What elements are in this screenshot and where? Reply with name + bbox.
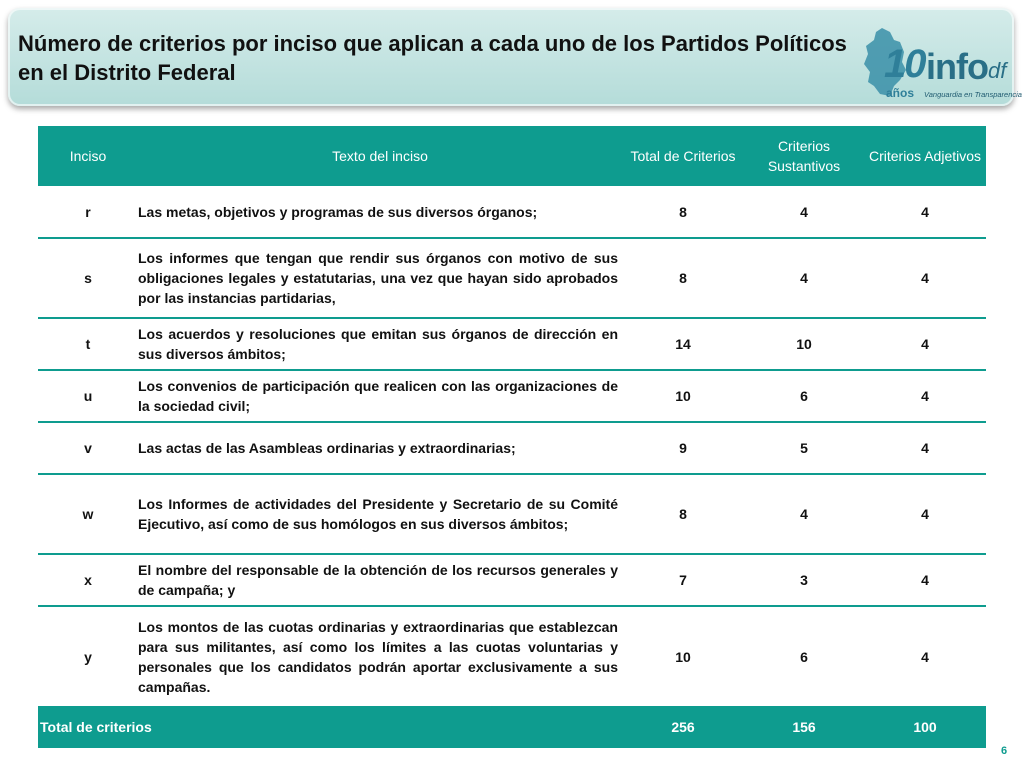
cell-sustantivos: 10 [744, 318, 864, 370]
cell-texto: Las actas de las Asambleas ordinarias y extraordinarias; [138, 422, 622, 474]
table-header-row [38, 126, 986, 186]
cell-inciso: x [38, 554, 138, 606]
cell-inciso: u [38, 370, 138, 422]
header-inciso: Inciso [38, 126, 138, 186]
cell-texto: Los Informes de actividades del Presidente y Secretario de su Comité Ejecutivo, así como de sus homólogos en sus diversos ámbitos; [138, 474, 622, 554]
criteria-table [38, 126, 986, 748]
cell-adjetivos: 4 [864, 474, 986, 554]
header-adjetivos: Criterios Adjetivos [864, 126, 986, 186]
cell-total: 9 [622, 422, 744, 474]
table-row [38, 186, 986, 238]
cell-texto: Los montos de las cuotas ordinarias y extraordinarias que establezcan para sus militantes, así como los límites a las cuotas voluntarias y personales que los candidatos podrán aportar exclusivamente a sus campañas. [138, 618, 618, 695]
total-sustantivos: 156 [744, 706, 864, 748]
infodf-logo [854, 20, 1022, 106]
page-number: 6 [1001, 745, 1008, 757]
header-total: Total de Criterios [622, 126, 744, 186]
cell-sustantivos: 3 [744, 554, 864, 606]
cell-adjetivos: 4 [921, 648, 929, 665]
table-row [38, 474, 986, 554]
cell-total: 10 [622, 370, 744, 422]
cell-adjetivos: 4 [864, 186, 986, 238]
cell-inciso: v [38, 422, 138, 474]
total-row [38, 706, 986, 748]
cell-texto: Los informes que tengan que rendir sus órganos con motivo de sus obligaciones legales y estatutarias, una vez que hayan sido aprobados por las instancias partidarias, [138, 238, 622, 318]
cell-texto: Los acuerdos y resoluciones que emitan sus órganos de dirección en sus diversos ámbitos; [138, 318, 622, 370]
header-texto: Texto del inciso [138, 126, 622, 186]
table-row [38, 422, 986, 474]
table-row [38, 370, 986, 422]
total-label: Total de criterios [38, 706, 622, 748]
cell-adjetivos: 4 [864, 318, 986, 370]
cell-total: 8 [622, 474, 744, 554]
table-row [38, 606, 986, 706]
cell-total: 7 [622, 554, 744, 606]
logo-ten: 10 [884, 42, 925, 86]
cell-total: 14 [622, 318, 744, 370]
title-banner [8, 8, 1022, 106]
logo-anos: años [886, 86, 915, 100]
cell-sustantivos: 4 [744, 474, 864, 554]
cell-inciso: r [38, 186, 138, 238]
cell-total: 10 [675, 648, 691, 665]
table-row [38, 238, 986, 318]
cell-inciso: y [84, 648, 92, 665]
cell-total: 8 [622, 238, 744, 318]
cell-adjetivos: 4 [864, 370, 986, 422]
cell-sustantivos: 6 [800, 648, 808, 665]
cell-adjetivos: 4 [864, 422, 986, 474]
cell-texto: Las metas, objetivos y programas de sus diversos órganos; [138, 186, 622, 238]
cell-inciso: s [38, 238, 138, 318]
total-total: 256 [622, 706, 744, 748]
logo-brand-suffix: df [988, 58, 1007, 83]
table-row [38, 554, 986, 606]
cell-sustantivos: 4 [744, 186, 864, 238]
cell-total: 8 [622, 186, 744, 238]
cell-inciso: w [38, 474, 138, 554]
cell-adjetivos: 4 [864, 238, 986, 318]
cell-inciso: t [38, 318, 138, 370]
cell-sustantivos: 5 [744, 422, 864, 474]
total-adjetivos: 100 [864, 706, 986, 748]
header-sustantivos: Criterios Sustantivos [744, 126, 864, 186]
logo-brand: info [926, 46, 988, 87]
cell-sustantivos: 6 [744, 370, 864, 422]
page-title: Número de criterios por inciso que aplican a cada uno de los Partidos Políticos en el Distrito Federal [18, 31, 847, 85]
cell-sustantivos: 4 [744, 238, 864, 318]
logo-tagline: Vanguardia en Transparencia [924, 90, 1022, 99]
table-row [38, 318, 986, 370]
cell-adjetivos: 4 [864, 554, 986, 606]
cell-texto: El nombre del responsable de la obtención de los recursos generales y de campaña; y [138, 554, 622, 606]
cell-texto: Los convenios de participación que realicen con las organizaciones de la sociedad civil; [138, 370, 622, 422]
